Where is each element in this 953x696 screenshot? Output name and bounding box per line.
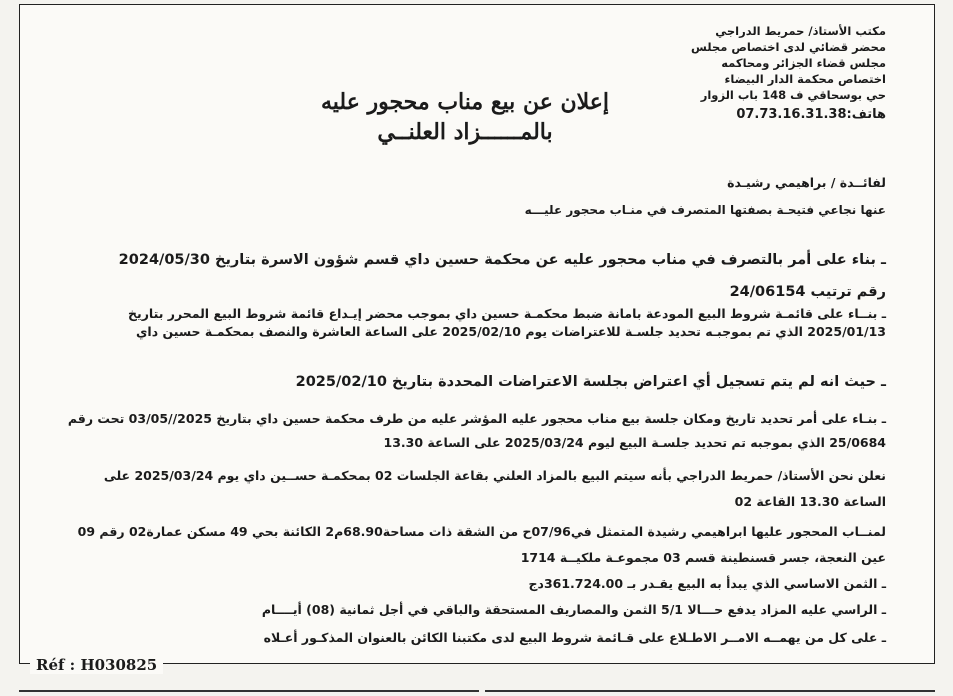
- office-line: حي بوسحاقي ف 148 باب الزوار: [700, 88, 886, 102]
- notice-frame: [19, 4, 935, 664]
- bottom-divider-left: [19, 690, 479, 692]
- paragraph-property: لمنــاب المحجور عليها ابراهيمي رشيدة المتمثل في07/96ح من الشقة ذات مساحة68.90م2 الكائنة بحي 49 مسكن عمارة02 رقم 09 عين النعجة، جسر قسنطينة قسم 03 مجموعـة ملكيــة 1714: [77, 524, 886, 565]
- paragraph-session-date: ـ بنـاء على أمر تحديد تاريخ ومكان جلسة بيع مناب محجور عليه المؤشر عليه من طرف محكمة حسين داي بتاريخ 2025//03/05 تحت رقم 25/0684 الذي بموجبه تم تحديد جلسـة البيع ليوم 2025/03/24 على الساعة 13.30: [67, 411, 886, 450]
- paragraph-payment-terms: ـ الراسي عليه المزاد يدفع حـــالا 5/1 الثمن والمصاريف المستحقة والباقي في أجل ثمانية (08) أيــــام: [261, 602, 886, 617]
- bailiff-office-header: [691, 23, 886, 123]
- paragraph-file-number: رقم ترتيب 24/06154: [729, 284, 886, 300]
- office-line: محضر قضائي لدى اختصاص مجلس: [691, 40, 886, 54]
- title-line-2: بالمــــــزاد العلنــي: [377, 119, 553, 145]
- paragraph-conditions: ـ بنــاء على قائمـة شروط البيع المودعة بامانة ضبط محكمـة حسين داي بموجب محضر إيـداع قائمة شروط البيع المحرر بتاريخ 2025/01/13 الذي تم بموجبـه تحديد جلسـة للاعتراضات يوم 2025/02/10 على الساعة العاشرة والنصف بمحكمـة حسين داي: [128, 306, 886, 339]
- addressee-line-2: عنها نجاعي فتيحـة بصفتها المتصرف في منـاب محجور عليـــه: [524, 203, 886, 217]
- office-phone: هاتف:07.73.16.31.38: [736, 107, 886, 122]
- paragraph-court-order: ـ بناء على أمر بالتصرف في مناب محجور عليه عن محكمة حسين داي قسم شؤون الاسرة بتاريخ 2024/05/30: [118, 252, 886, 268]
- addressee-line-1: لفائــدة / براهيمي رشيـدة: [727, 175, 886, 190]
- office-line: مكتب الأستاذ/ حمريط الدراجي: [715, 24, 886, 38]
- title-line-1: إعلان عن بيع مناب محجور عليه: [320, 89, 610, 115]
- notice-title: [250, 87, 680, 147]
- paragraph-announcement: نعلن نحن الأستاذ/ حمريط الدراجي بأنه سيتم البيع بالمزاد العلني بقاعة الجلسات 02 بمحكمـة حســين داي يوم 2025/03/24 على الساعة 13.30 القاعة 02: [103, 468, 886, 509]
- paragraph-consultation: ـ على كل من يهمــه الامــر الاطـلاع على قـائمة شروط البيع لدى مكتبنا الكائن بالعنوان المذكـور أعـلاه: [263, 630, 886, 645]
- paragraph-no-objection: ـ حيث انه لم يتم تسجيل أي اعتراض بجلسة الاعتراضات المحددة بتاريخ 2025/02/10: [295, 374, 886, 390]
- office-line: مجلس قضاء الجزائر ومحاكمه: [721, 56, 886, 70]
- office-line: اختصاص محكمة الدار البيضاء: [724, 72, 886, 86]
- bottom-divider-right: [485, 690, 935, 692]
- reference-number: Réf : H030825: [30, 656, 163, 674]
- paragraph-base-price: ـ الثمن الاساسي الذي يبدأ به البيع يقـدر بـ 361.724.00دج: [528, 576, 886, 591]
